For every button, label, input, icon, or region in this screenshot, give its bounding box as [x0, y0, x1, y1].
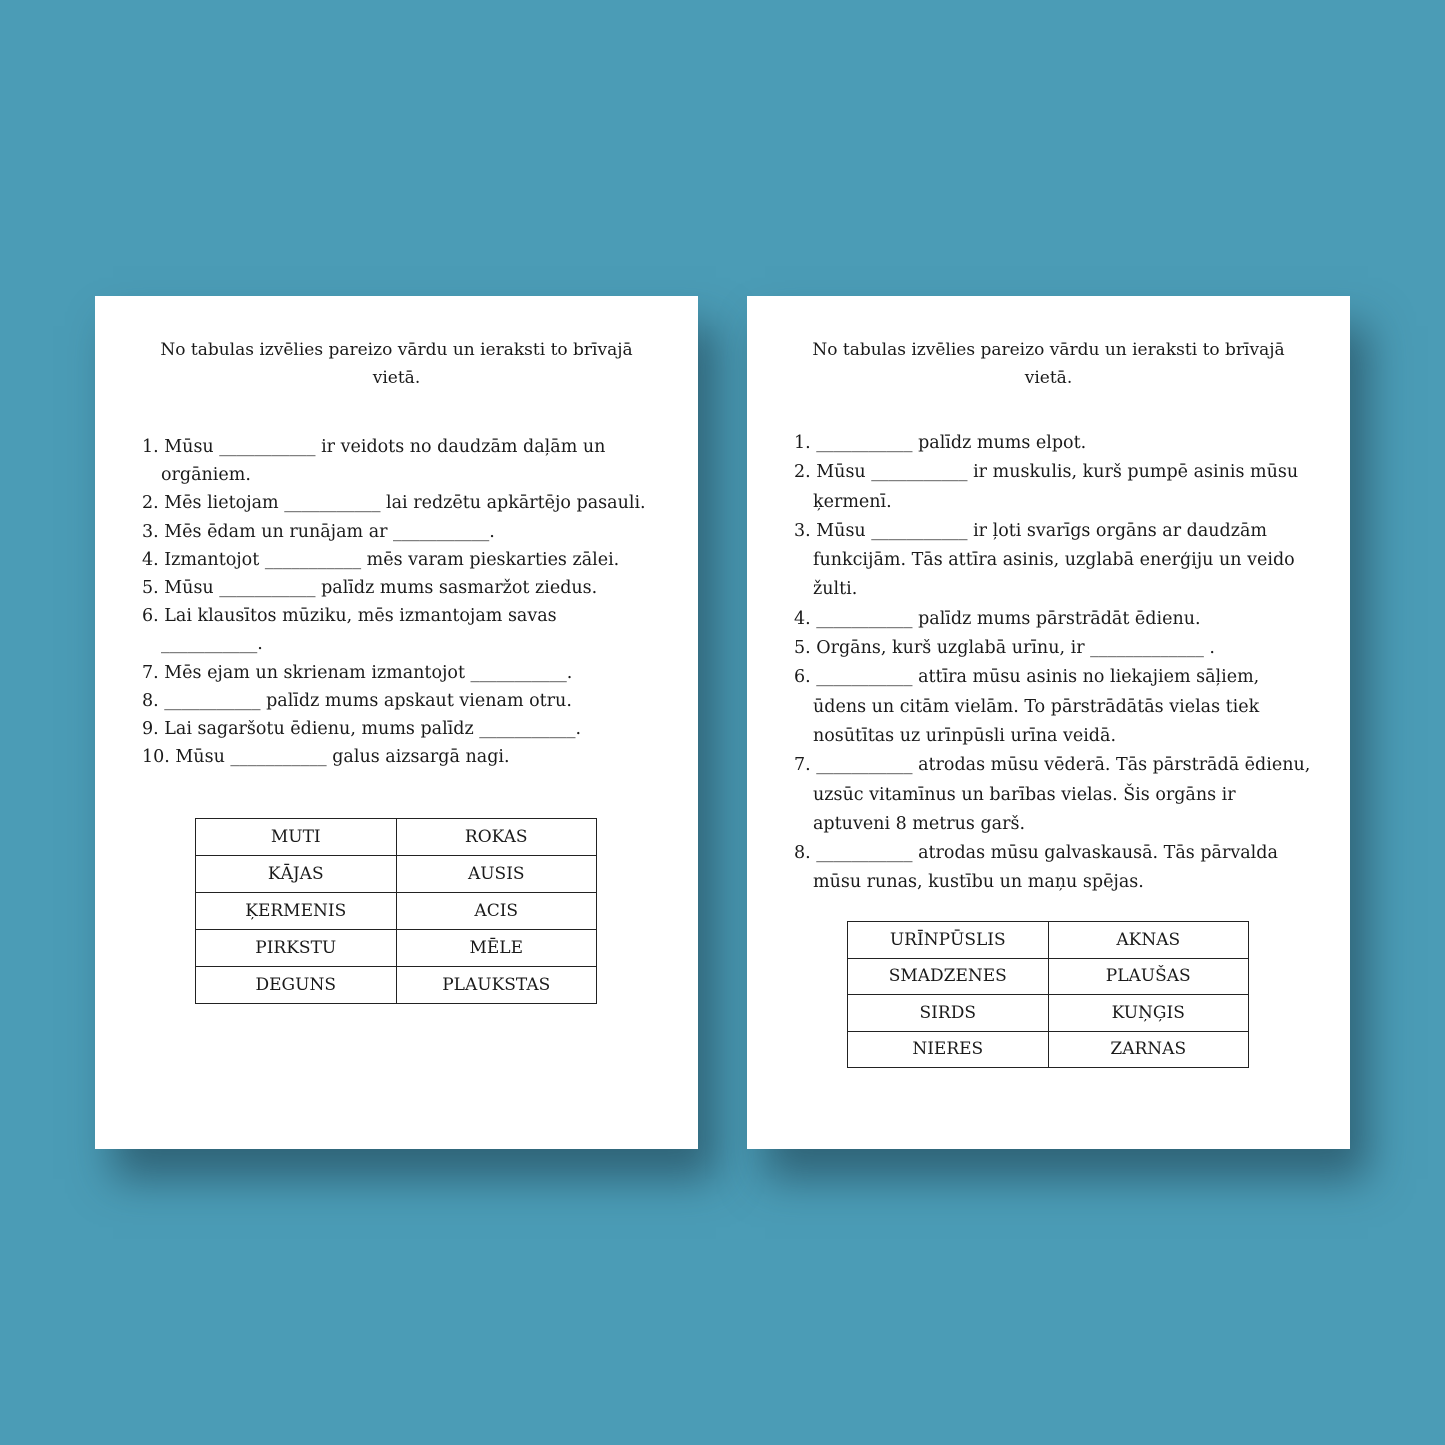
word-cell: AKNAS	[1048, 922, 1249, 959]
question-item: 6. Lai klausītos mūziku, mēs izmantojam savas ___________.	[142, 606, 557, 655]
question-item: 4. Izmantojot ___________ mēs varam pieskarties zālei.	[142, 549, 620, 570]
instruction-text: No tabulas izvēlies pareizo vārdu un ieraksti to brīvajā vietā.	[160, 340, 633, 388]
question-item: 10. Mūsu ___________ galus aizsargā nagi.	[142, 747, 510, 768]
word-cell: ZARNAS	[1048, 1031, 1249, 1068]
word-cell: SMADZENES	[848, 958, 1049, 995]
word-cell: KUŅĢIS	[1048, 995, 1249, 1032]
word-cell: ROKAS	[396, 819, 597, 856]
question-item: 8. ___________ palīdz mums apskaut vienam otru.	[142, 690, 572, 711]
question-list	[794, 429, 1314, 898]
question-item: 1. ___________ palīdz mums elpot.	[794, 433, 1087, 453]
word-cell: AUSIS	[396, 856, 597, 893]
word-cell: PLAUKSTAS	[396, 967, 597, 1004]
table-row	[848, 922, 1249, 959]
question-item: 4. ___________ palīdz mums pārstrādāt ēdienu.	[794, 608, 1201, 629]
table-row	[848, 995, 1249, 1032]
word-cell: NIERES	[848, 1031, 1049, 1068]
question-item: 1. Mūsu ___________ ir veidots no daudzām daļām un orgāniem.	[142, 437, 606, 486]
table-row	[196, 893, 597, 930]
table-row	[196, 930, 597, 967]
question-item: 7. Mēs ejam un skrienam izmantojot ___________.	[142, 662, 573, 683]
word-bank-table	[195, 818, 597, 1004]
question-item: 2. Mūsu ___________ ir muskulis, kurš pumpē asinis mūsu ķermenī.	[794, 462, 1299, 512]
word-cell: KĀJAS	[196, 856, 397, 893]
question-item: 8. ___________ atrodas mūsu galvaskausā. Tās pārvalda mūsu runas, kustību un maņu spējas.	[794, 843, 1278, 893]
question-item: 6. ___________ attīra mūsu asinis no liekajiem sāļiem, ūdens un citām vielām. To pārstrādātās vielas tiek nosūtītas uz urīnpūsli urīna veidā.	[794, 667, 1260, 746]
instruction-text: No tabulas izvēlies pareizo vārdu un ieraksti to brīvajā vietā.	[812, 340, 1285, 388]
worksheet-page-right	[747, 296, 1350, 1149]
question-list	[142, 433, 662, 771]
question-item: 9. Lai sagaršotu ēdienu, mums palīdz ___________.	[142, 719, 582, 740]
word-bank-table	[847, 921, 1249, 1068]
worksheet-page-left	[95, 296, 698, 1149]
question-item: 3. Mūsu ___________ ir ļoti svarīgs orgāns ar daudzām funkcijām. Tās attīra asinis, uzglabā enerģiju un veido žulti.	[794, 520, 1295, 600]
word-cell: PIRKSTU	[196, 930, 397, 967]
table-row	[196, 819, 597, 856]
word-cell: ĶERMENIS	[196, 893, 397, 930]
table-row	[196, 856, 597, 893]
word-cell: MUTI	[196, 819, 397, 856]
word-cell: MĒLE	[396, 930, 597, 967]
question-item: 5. Mūsu ___________ palīdz mums sasmaržot ziedus.	[142, 578, 598, 599]
question-item: 3. Mēs ēdam un runājam ar ___________.	[142, 521, 495, 542]
question-item: 5. Orgāns, kurš uzglabā urīnu, ir _____________ .	[794, 638, 1215, 659]
table-row	[848, 958, 1249, 995]
word-cell: DEGUNS	[196, 967, 397, 1004]
table-row	[196, 967, 597, 1004]
question-item: 7. ___________ atrodas mūsu vēderā. Tās pārstrādā ēdienu, uzsūc vitamīnus un barības vielas. Šis orgāns ir aptuveni 8 metrus garš.	[794, 755, 1311, 834]
word-cell: PLAUŠAS	[1048, 958, 1249, 995]
word-cell: SIRDS	[848, 995, 1049, 1032]
word-cell: URĪNPŪSLIS	[848, 922, 1049, 959]
table-row	[848, 1031, 1249, 1068]
question-item: 2. Mēs lietojam ___________ lai redzētu apkārtējo pasauli.	[142, 493, 646, 514]
word-cell: ACIS	[396, 893, 597, 930]
